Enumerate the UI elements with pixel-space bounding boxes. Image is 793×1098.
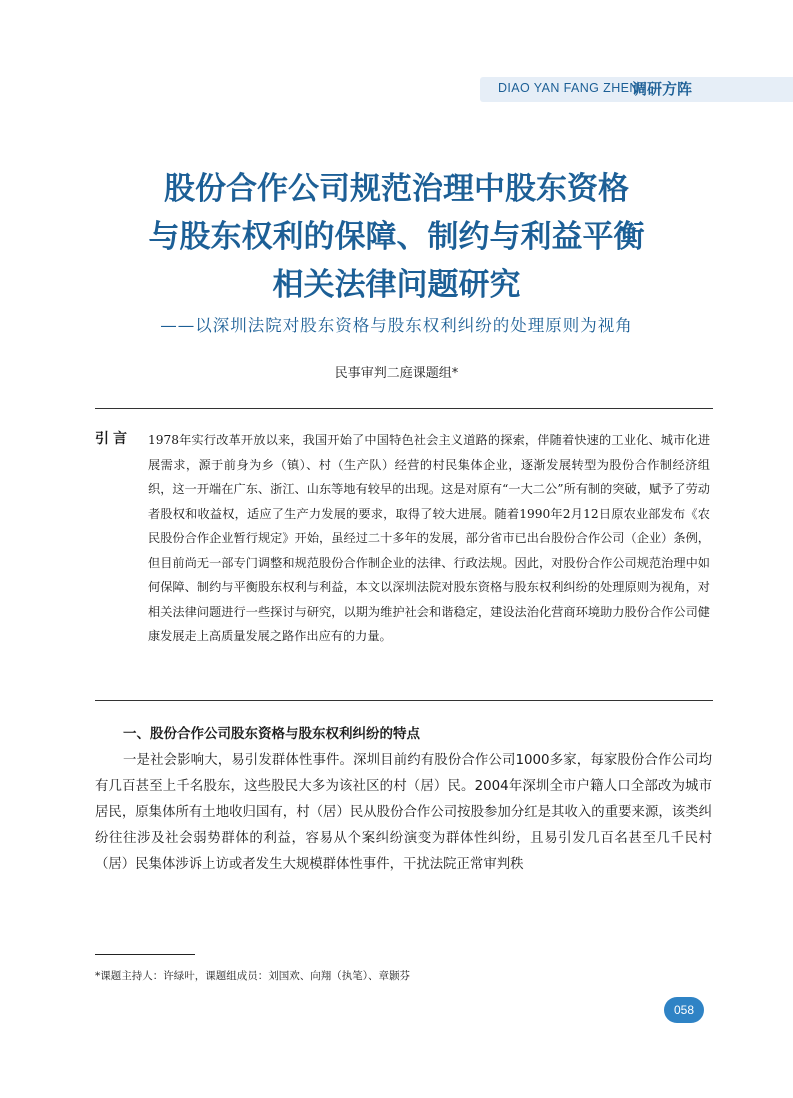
body-paragraph: 一是社会影响大，易引发群体性事件。深圳目前约有股份合作公司1000多家，每家股份合作公司均有几百甚至上千名股东，这些股民大多为该社区的村（居）民。2004年深圳全市户籍人口全部改为城市居民，原集体所有土地收归国有，村（居）民从股份合作公司按股参加分红是其收入的重要来源，该类纠纷往往涉及社会弱势群体的利益，容易从个案纠纷演变为群体性纠纷，且易引发几百名甚至几千民村（居）民集体涉诉上访或者发生大规模群体性事件，干扰法院正常审判秩 bbox=[95, 753, 712, 872]
title-line: 与股东权利的保障、制约与利益平衡 bbox=[148, 219, 645, 255]
footnote-rule bbox=[95, 954, 195, 955]
article-subtitle: ——以深圳法院对股东资格与股东权利纠纷的处理原则为视角 bbox=[160, 316, 633, 335]
divider-top bbox=[95, 408, 713, 409]
column-name-en: DIAO YAN FANG ZHEN bbox=[498, 81, 639, 95]
intro-label: 引言 bbox=[95, 431, 131, 447]
article-author: 民事审判二庭课题组* bbox=[334, 366, 459, 381]
page-number: 058 bbox=[673, 1003, 695, 1017]
divider-bottom bbox=[95, 700, 713, 701]
section-heading: 一、股份合作公司股东资格与股东权利纠纷的特点 bbox=[123, 726, 420, 742]
title-line: 股份合作公司规范治理中股东资格 bbox=[164, 171, 629, 207]
footnote: *课题主持人：许绿叶，课题组成员：刘国欢、向翔（执笔）、章颢芬 bbox=[95, 970, 410, 982]
page-number-badge bbox=[664, 997, 704, 1023]
intro-text: 1978年实行改革开放以来，我国开始了中国特色社会主义道路的探索，伴随着快速的工业化、城市化进展需求，源于前身为乡（镇）、村（生产队）经营的村民集体企业，逐渐发展转型为股份合作制经济组织，这一开端在广东、浙江、山东等地有较早的出现。这是对原有“一大二公”所有制的突破，赋予了劳动者股权和收益权，适应了生产力发展的要求，取得了较大进展。随着1990年2月12日原农业部发布《农民股份合作企业暂行规定》开始，虽经过二十多年的发展，部分省市已出台股份合作公司（企业）条例，但目前尚无一部专门调整和规范股份合作制企业的法律、行政法规。因此，对股份合作公司规范治理中如何保障、制约与平衡股东权利与利益，本文以深圳法院对股东资格与股东权利纠纷的处理原则为视角，对相关法律问题进行一些探讨与研究，以期为维护社会和谐稳定，建设法治化营商环境助力股份合作公司健康发展走上高质量发展之路作出应有的力量。 bbox=[148, 433, 710, 643]
column-name-cn: 调研方阵 bbox=[632, 80, 693, 98]
article-title bbox=[0, 165, 793, 309]
title-line: 相关法律问题研究 bbox=[272, 267, 521, 303]
